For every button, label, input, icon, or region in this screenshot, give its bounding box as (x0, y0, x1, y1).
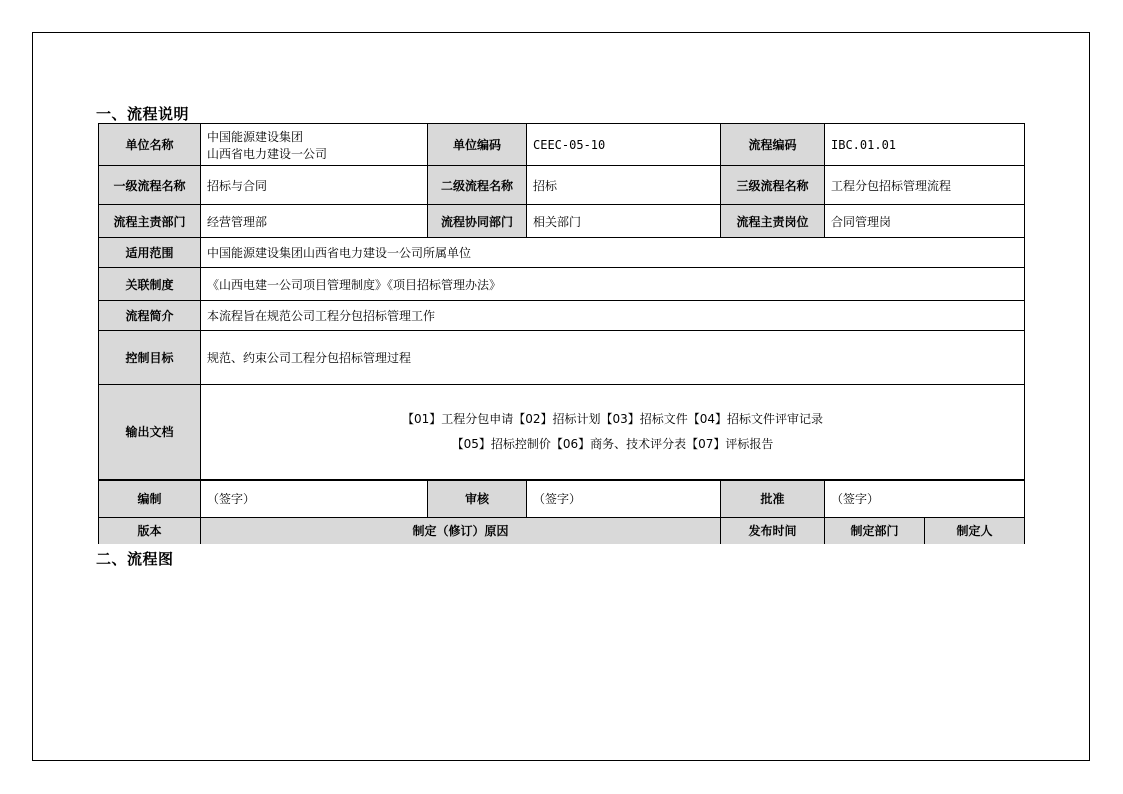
section-title-process-description: 一、流程说明 (96, 105, 190, 123)
person-header: 制定人 (925, 518, 1025, 544)
output-label: 输出文档 (99, 385, 201, 480)
policy-value: 《山西电建一公司项目管理制度》《项目招标管理办法》 (201, 268, 1025, 301)
approve-sign: （签字） (825, 480, 1025, 518)
version-header: 版本 (99, 518, 201, 544)
publish-time-header: 发布时间 (721, 518, 825, 544)
unit-name-line2: 山西省电力建设一公司 (207, 146, 328, 161)
review-label: 审核 (428, 480, 527, 518)
unit-name-line1: 中国能源建设集团 (207, 129, 304, 144)
intro-label: 流程简介 (99, 301, 201, 331)
level3-value: 工程分包招标管理流程 (825, 166, 1025, 205)
table-row (99, 301, 1025, 331)
process-code-value: IBC.01.01 (825, 124, 1025, 166)
post-main-value: 合同管理岗 (825, 205, 1025, 238)
table-row (99, 205, 1025, 238)
output-line1: 【01】工程分包申请【02】招标计划【03】招标文件【04】招标文件评审记录 (401, 411, 824, 426)
process-code-label: 流程编码 (721, 124, 825, 166)
table-row (99, 480, 1025, 518)
compile-sign: （签字） (201, 480, 428, 518)
unit-code-value: CEEC-05-10 (527, 124, 721, 166)
scope-label: 适用范围 (99, 238, 201, 268)
goal-value: 规范、约束公司工程分包招标管理过程 (201, 331, 1025, 385)
policy-label: 关联制度 (99, 268, 201, 301)
post-main-label: 流程主责岗位 (721, 205, 825, 238)
level1-label: 一级流程名称 (99, 166, 201, 205)
table-row (99, 331, 1025, 385)
unit-code-label: 单位编码 (428, 124, 527, 166)
table-row (99, 166, 1025, 205)
dept-coop-value: 相关部门 (527, 205, 721, 238)
version-header-row (99, 518, 1025, 544)
dept-main-value: 经营管理部 (201, 205, 428, 238)
output-line2: 【05】招标控制价【06】商务、技术评分表【07】评标报告 (451, 436, 774, 451)
compile-label: 编制 (99, 480, 201, 518)
level2-value: 招标 (527, 166, 721, 205)
level1-value: 招标与合同 (201, 166, 428, 205)
table-row (99, 238, 1025, 268)
level2-label: 二级流程名称 (428, 166, 527, 205)
intro-value: 本流程旨在规范公司工程分包招标管理工作 (201, 301, 1025, 331)
review-sign: （签字） (527, 480, 721, 518)
process-info-table (98, 123, 1025, 544)
approve-label: 批准 (721, 480, 825, 518)
dept-coop-label: 流程协同部门 (428, 205, 527, 238)
level3-label: 三级流程名称 (721, 166, 825, 205)
table-row (99, 385, 1025, 480)
table-row (99, 124, 1025, 166)
goal-label: 控制目标 (99, 331, 201, 385)
table-row (99, 268, 1025, 301)
unit-name-value (201, 124, 428, 166)
output-value (201, 385, 1025, 480)
dept-main-label: 流程主责部门 (99, 205, 201, 238)
scope-value: 中国能源建设集团山西省电力建设一公司所属单位 (201, 238, 1025, 268)
unit-name-label: 单位名称 (99, 124, 201, 166)
section-title-flowchart: 二、流程图 (96, 550, 174, 568)
dept-header: 制定部门 (825, 518, 925, 544)
reason-header: 制定（修订）原因 (201, 518, 721, 544)
